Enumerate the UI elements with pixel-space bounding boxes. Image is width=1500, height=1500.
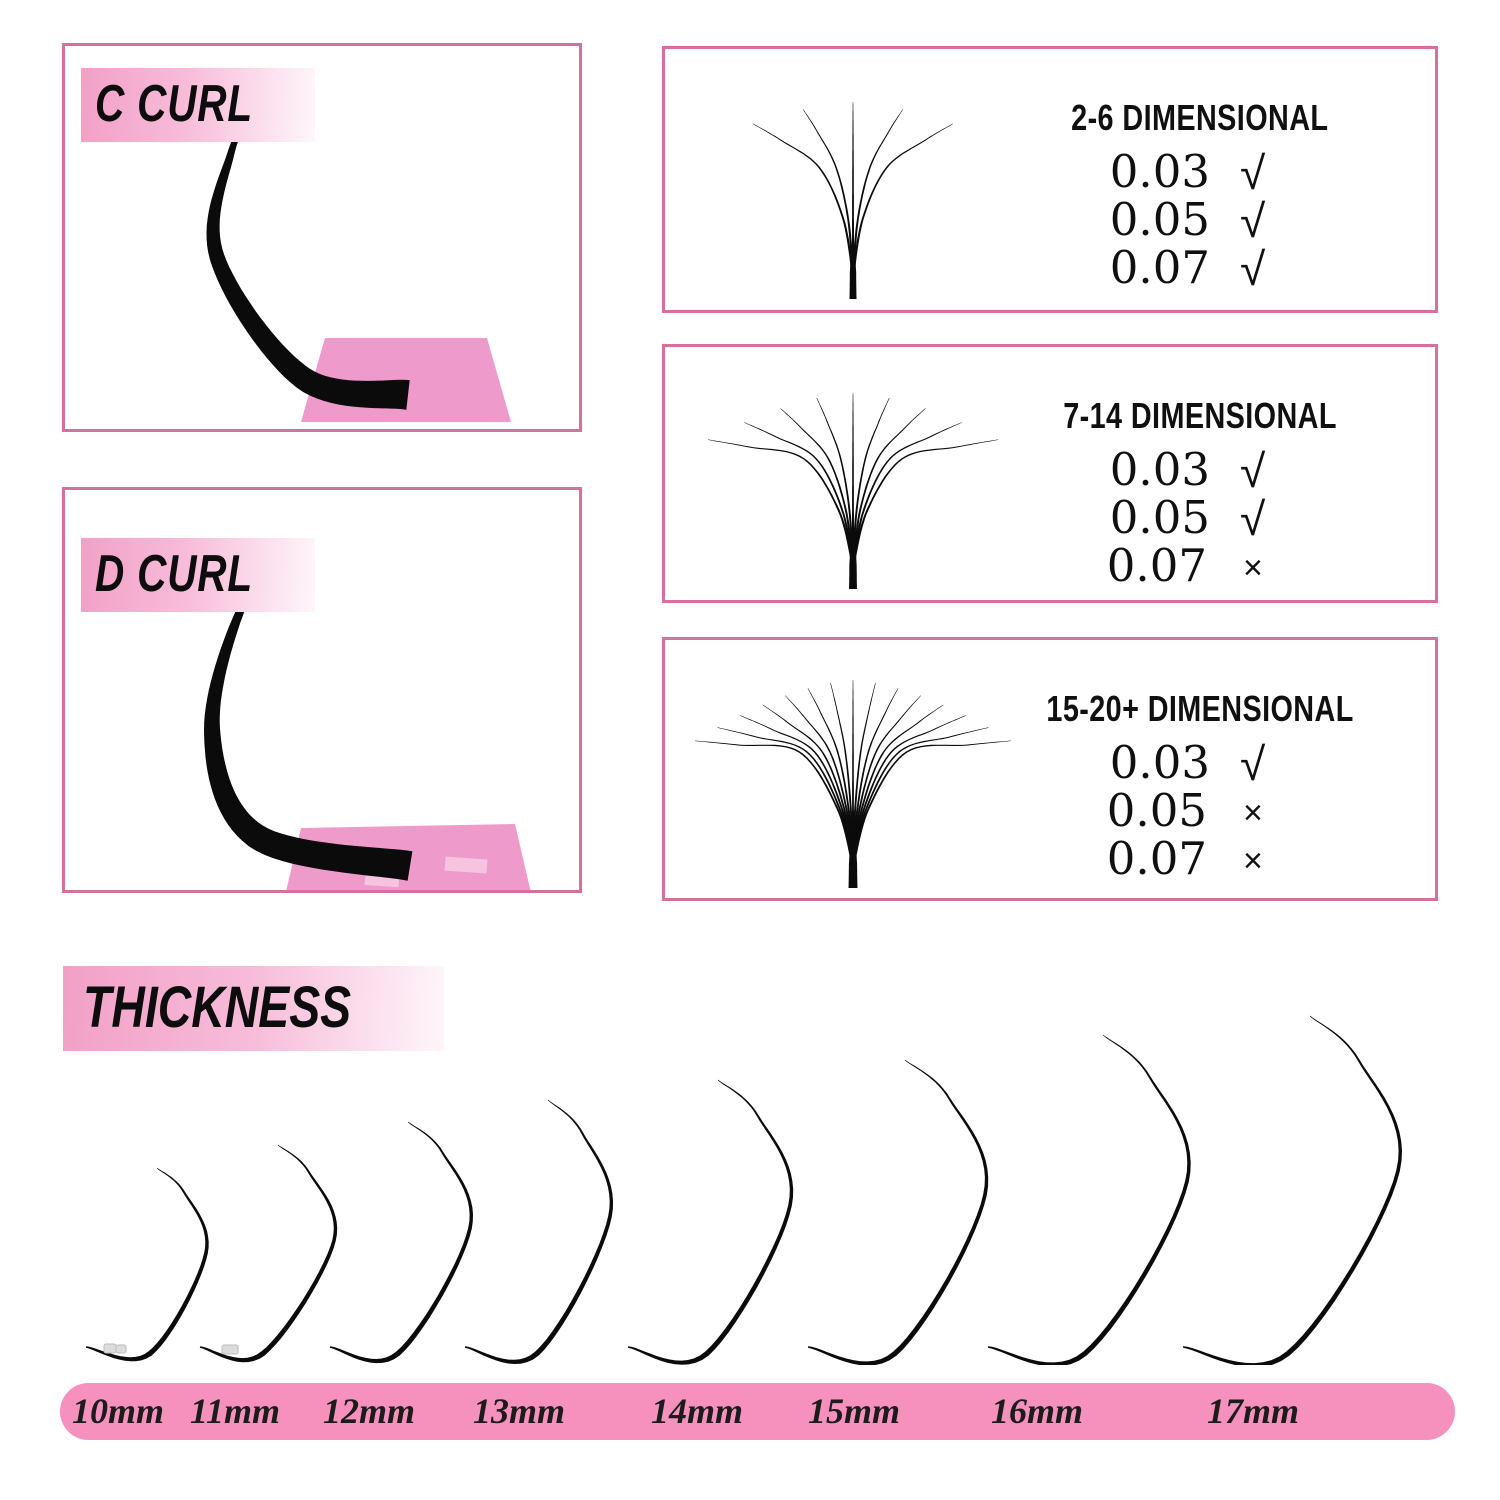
size-label: 0.07 xyxy=(1106,832,1207,885)
fan-lash xyxy=(852,440,998,567)
fan-lash xyxy=(803,109,854,276)
size-label: 0.03 xyxy=(1109,736,1210,789)
dimension-card-2-6 xyxy=(662,46,1438,313)
size-label: 0.07 xyxy=(1109,241,1210,294)
length-lash xyxy=(330,1122,473,1363)
length-label: 15mm xyxy=(807,1390,901,1431)
availability-rows xyxy=(1005,145,1395,295)
availability-row xyxy=(1005,193,1395,247)
dimension-card-7-14-text xyxy=(1005,347,1395,600)
thickness-label-text: THICKNESS xyxy=(83,975,352,1040)
c-curl-label-text: C CURL xyxy=(95,75,253,133)
availability-row xyxy=(1005,241,1395,295)
fan-illustration-2-6 xyxy=(675,55,1035,305)
availability-rows xyxy=(1005,443,1395,592)
d-curl-label xyxy=(81,538,315,612)
size-label: 0.07 xyxy=(1106,539,1207,592)
dimension-card-2-6-text xyxy=(1005,49,1395,310)
mark-icon: √ xyxy=(1240,243,1266,295)
pad-print xyxy=(445,857,488,874)
availability-row xyxy=(1005,443,1395,497)
tape-bit xyxy=(104,1344,116,1353)
fan-lash xyxy=(744,422,854,566)
fan-lash xyxy=(852,741,1011,867)
length-lash xyxy=(628,1080,793,1365)
fan-lash xyxy=(740,715,854,866)
length-label: 13mm xyxy=(472,1390,566,1431)
length-lash xyxy=(200,1145,337,1363)
fan-lash xyxy=(852,727,989,866)
availability-row xyxy=(1005,832,1395,885)
tape-bit xyxy=(116,1345,126,1353)
c-curl-card xyxy=(62,43,582,432)
length-lash xyxy=(465,1100,613,1364)
length-label: 10mm xyxy=(71,1390,165,1431)
card-title: 7-14 DIMENSIONAL xyxy=(1063,395,1337,436)
dimension-card-7-14 xyxy=(662,344,1438,603)
size-label: 0.05 xyxy=(1106,784,1207,837)
availability-row xyxy=(1005,491,1395,545)
length-lash xyxy=(86,1168,209,1362)
fan-lash xyxy=(708,440,854,567)
dimension-card-15-20 xyxy=(662,637,1438,901)
tape-bit xyxy=(222,1345,238,1354)
availability-rows xyxy=(1005,736,1395,885)
card-title: 15-20+ DIMENSIONAL xyxy=(1046,688,1354,729)
fan-lash xyxy=(852,715,966,866)
size-label: 0.05 xyxy=(1109,193,1210,246)
mark-icon: × xyxy=(1243,549,1263,587)
length-lash xyxy=(988,1035,1191,1365)
fan-illustration-15-20 xyxy=(675,644,1035,894)
fan-lash xyxy=(695,741,854,867)
mark-icon: √ xyxy=(1240,738,1266,790)
c-curl-label xyxy=(81,68,315,142)
d-curl-card xyxy=(62,487,582,893)
fan-lash xyxy=(852,124,953,276)
size-label: 0.05 xyxy=(1109,491,1210,544)
length-bar xyxy=(60,1383,1455,1440)
availability-row xyxy=(1005,736,1395,790)
length-label: 11mm xyxy=(189,1390,281,1431)
d-curl-label-text: D CURL xyxy=(95,545,253,603)
mark-icon: √ xyxy=(1240,445,1266,497)
dimension-card-15-20-text xyxy=(1005,640,1395,898)
length-label: 12mm xyxy=(322,1390,416,1431)
availability-row xyxy=(1005,539,1395,592)
fan-lash xyxy=(753,124,854,276)
length-label: 16mm xyxy=(990,1390,1084,1431)
mark-icon: √ xyxy=(1240,493,1266,545)
length-lash xyxy=(1183,1016,1402,1365)
length-label: 17mm xyxy=(1206,1390,1300,1431)
fan-lash xyxy=(718,727,855,866)
fan-illustration-7-14 xyxy=(675,351,1035,596)
fan-lash xyxy=(852,408,926,566)
lash-length-chart xyxy=(55,1005,1465,1365)
availability-row xyxy=(1005,145,1395,199)
size-label: 0.03 xyxy=(1109,443,1210,496)
length-lash xyxy=(808,1060,988,1365)
length-label: 14mm xyxy=(650,1390,744,1431)
mark-icon: √ xyxy=(1240,195,1266,247)
size-label: 0.03 xyxy=(1109,145,1210,198)
availability-row xyxy=(1005,784,1395,837)
mark-icon: × xyxy=(1243,794,1263,832)
card-title: 2-6 DIMENSIONAL xyxy=(1071,97,1329,138)
mark-icon: × xyxy=(1243,842,1263,880)
fan-lash xyxy=(852,109,903,276)
mark-icon: √ xyxy=(1240,147,1266,199)
fan-lash xyxy=(780,408,854,566)
fan-lash xyxy=(852,422,962,566)
